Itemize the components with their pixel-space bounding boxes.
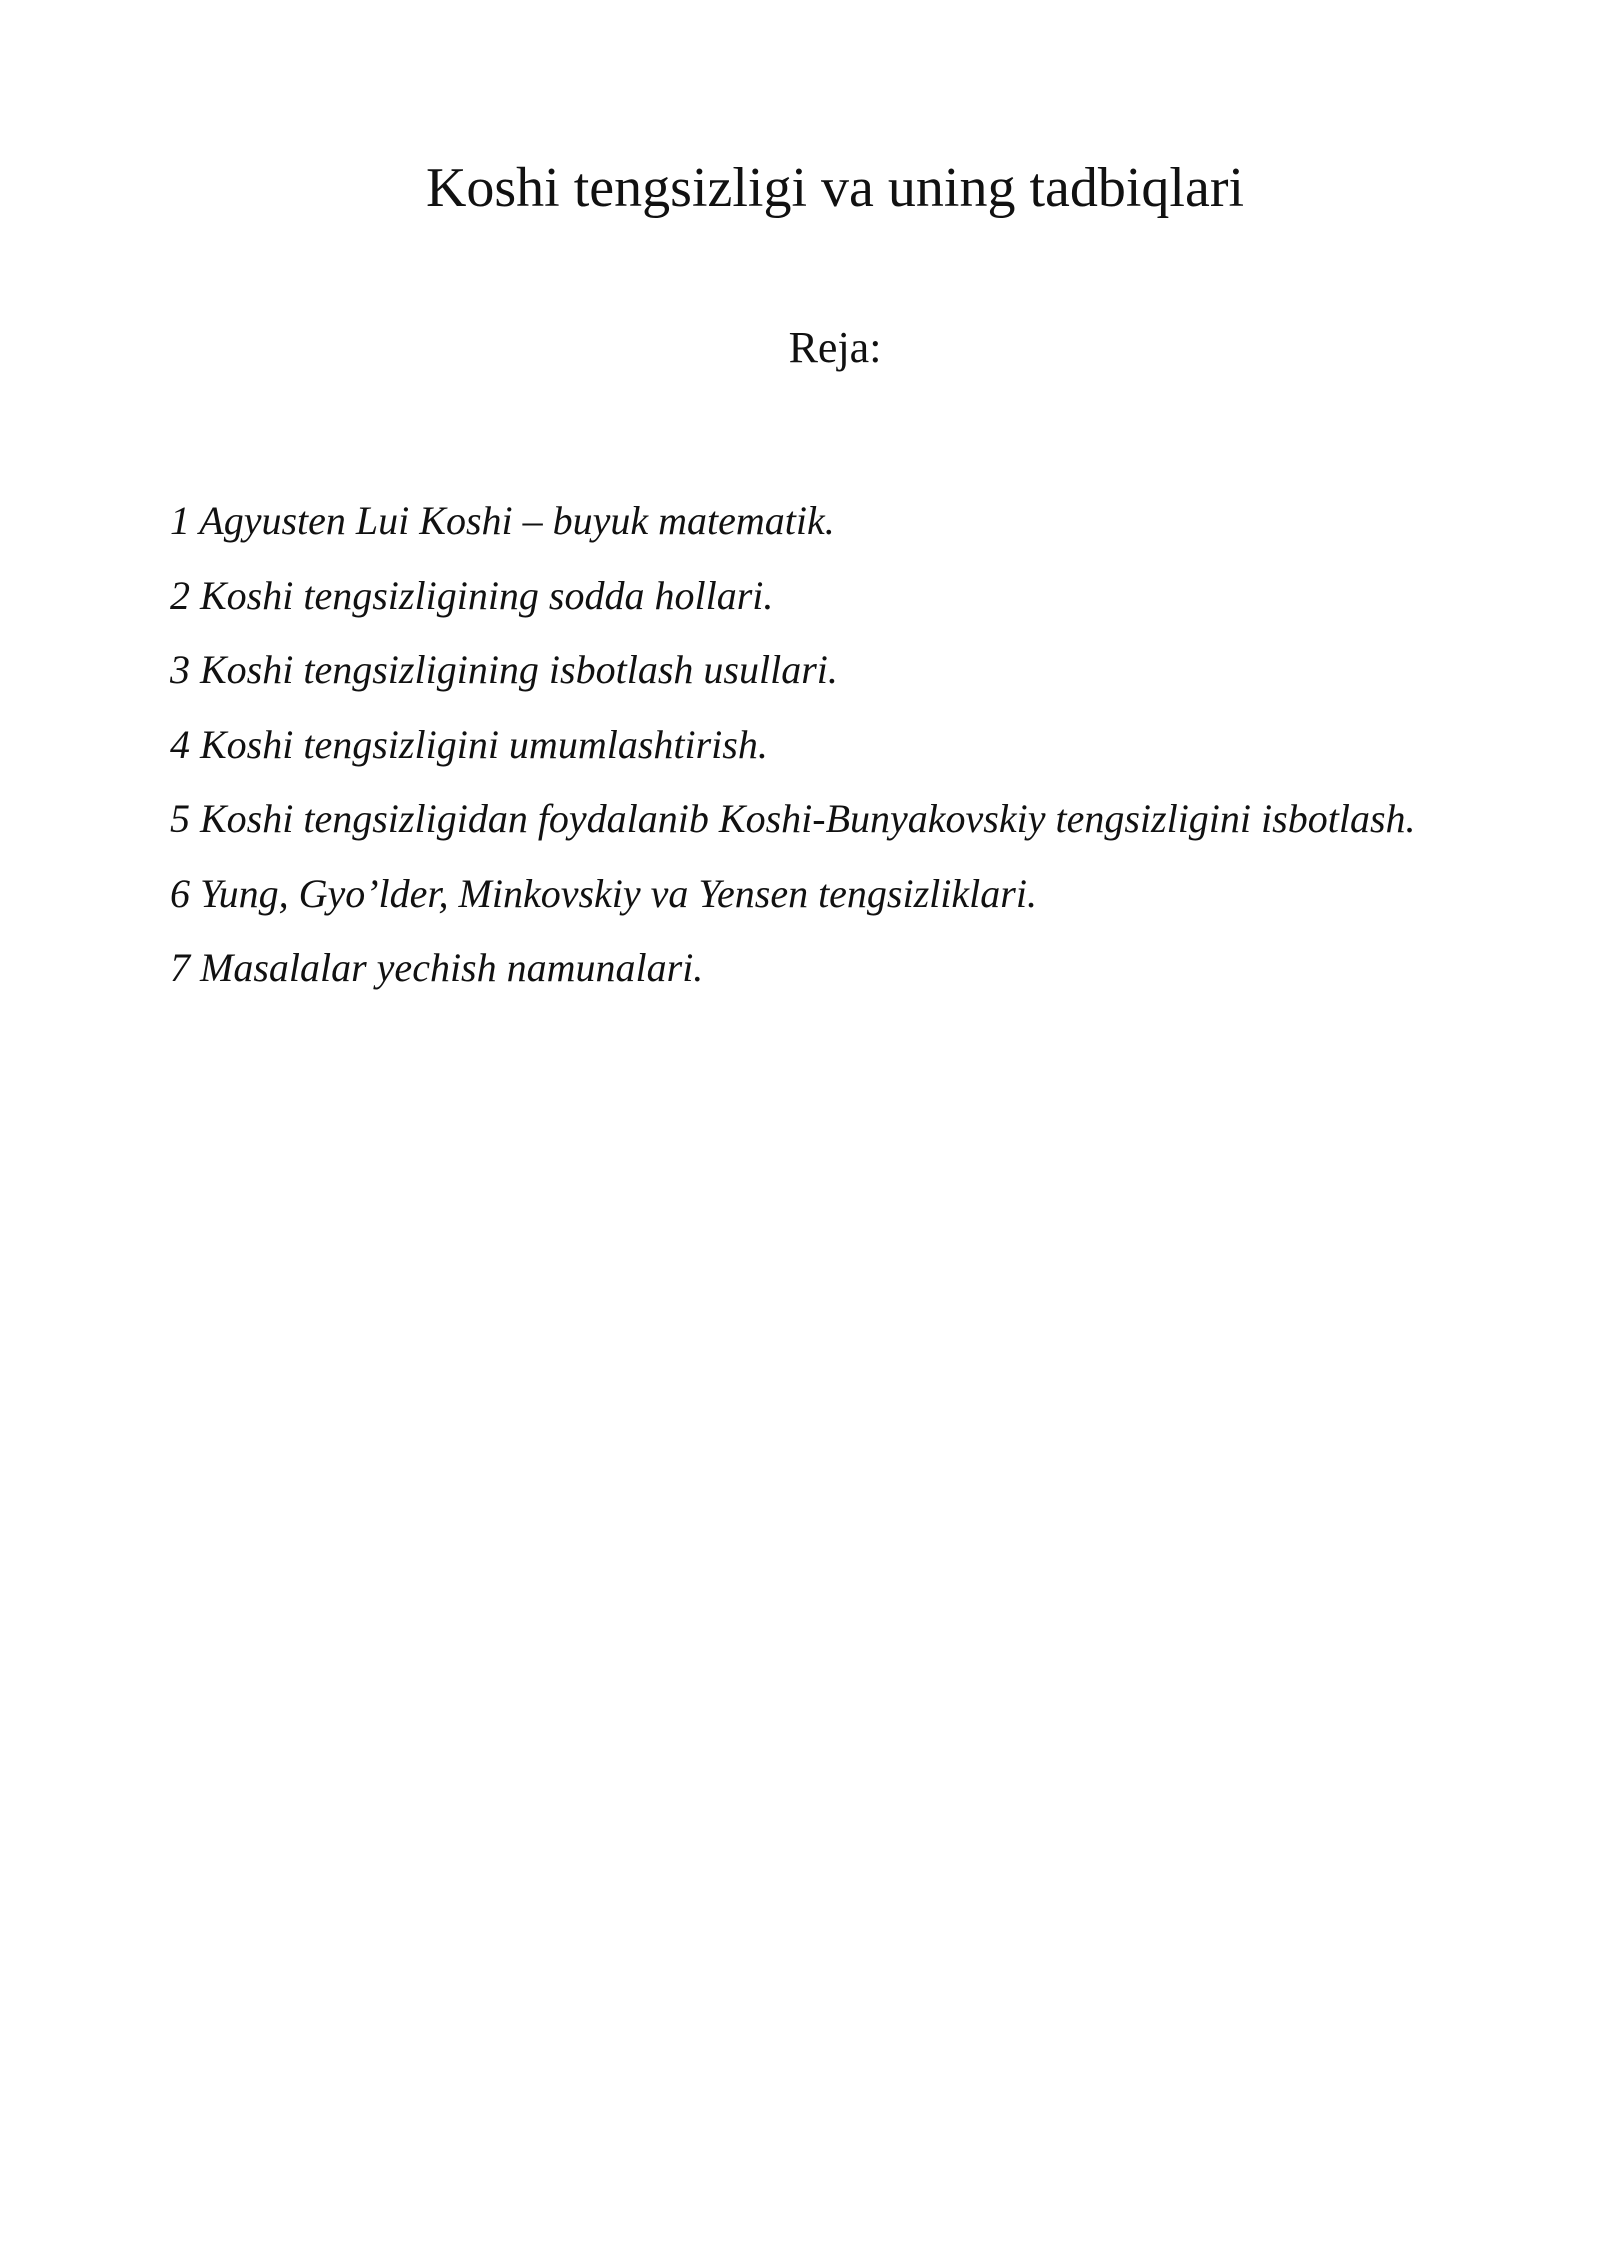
plan-item: 5 Koshi tengsizligidan foydalanib Koshi-Bunyakovskiy tengsizligini isbotlash.	[170, 796, 1416, 841]
plan-item: 6 Yung, Gyo’lder, Minkovskiy va Yensen tengsizliklari.	[170, 870, 1037, 916]
plan-item: 2 Koshi tengsizligining sodda hollari.	[170, 572, 774, 618]
plan-item: 4 Koshi tengsizligini umumlashtirish.	[170, 721, 768, 767]
plan-item: 1 Agyusten Lui Koshi – buyuk matematik.	[170, 498, 835, 543]
plan-item: 7 Masalalar yechish namunalari.	[170, 945, 704, 990]
document-title: Koshi tengsizligi va uning tadbiqlari	[425, 157, 1245, 219]
plan-list	[170, 484, 1420, 1006]
plan-heading: Reja:	[788, 323, 882, 372]
plan-item: 3 Koshi tengsizligining isbotlash usullari.	[170, 647, 838, 692]
